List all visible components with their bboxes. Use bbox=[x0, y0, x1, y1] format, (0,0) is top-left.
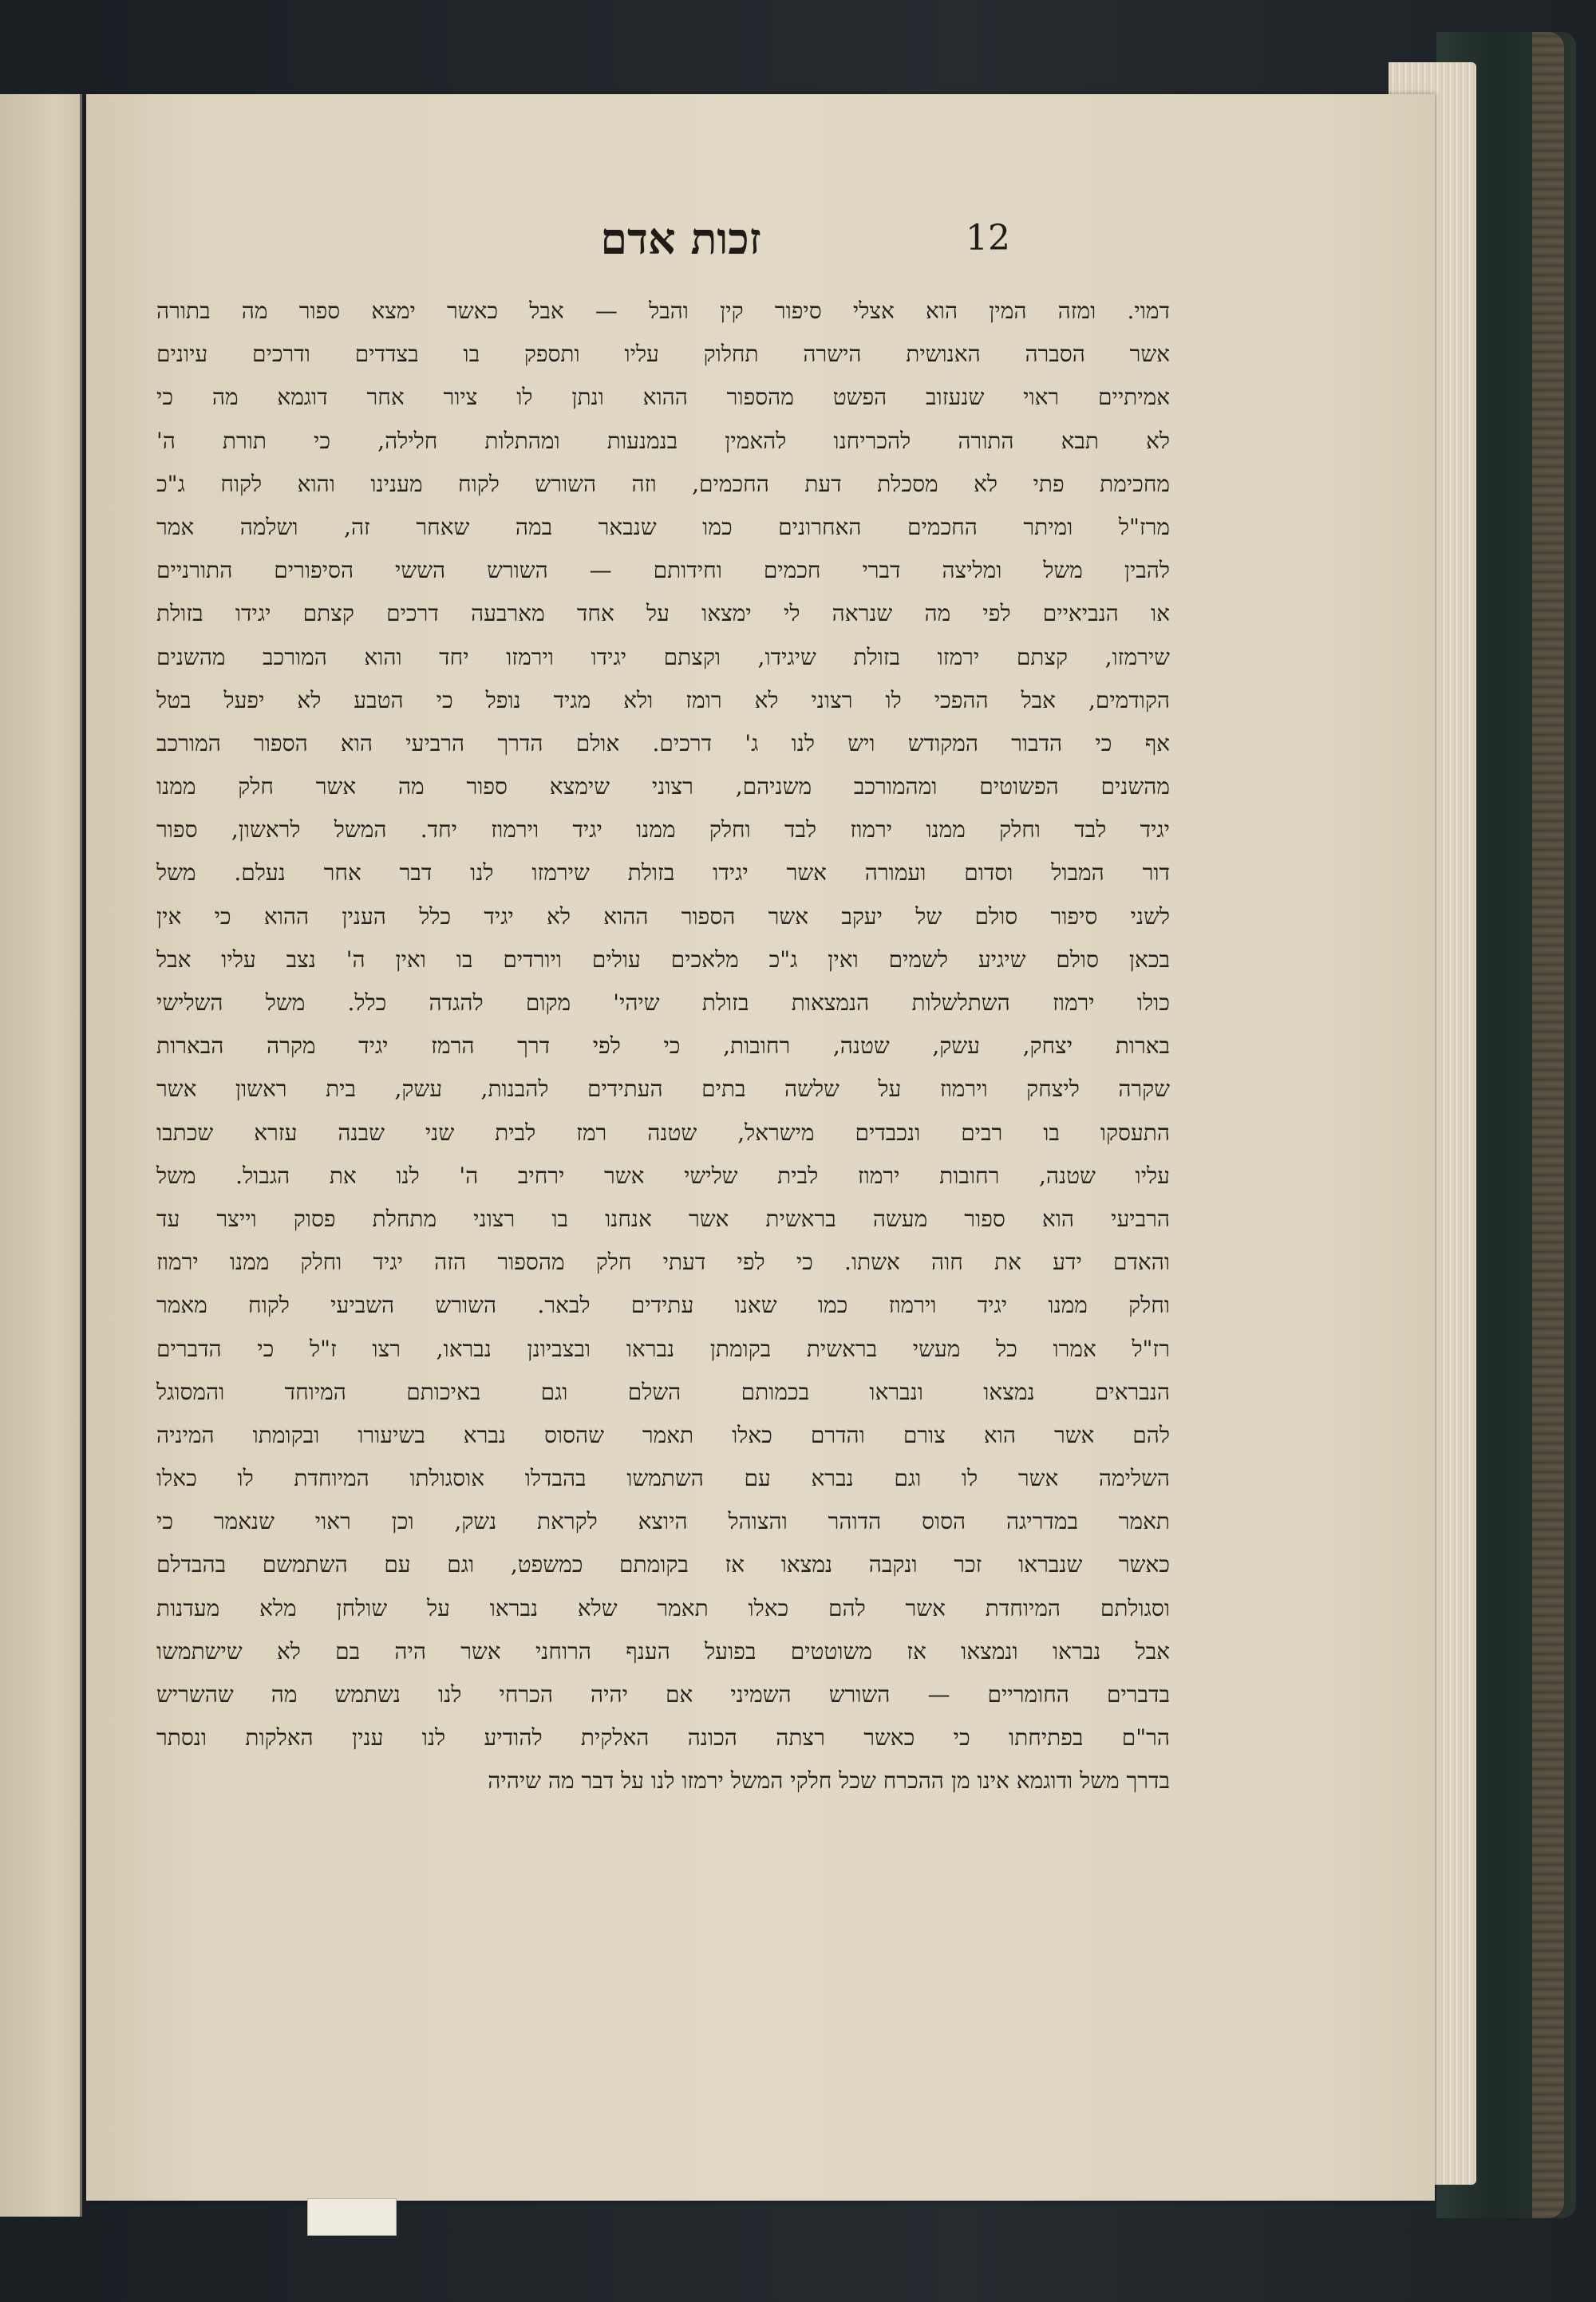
text-line: שירמזו, קצתם ירמזו בזולת שיגידו, וקצתם יגידו וירמזו יחד והוא המורכב מהשנים bbox=[156, 643, 1170, 670]
text-line: בארות יצחק, עשק, שטנה, רחובות, כי לפי דרך הרמז יגיד מקרה הבארות bbox=[156, 1033, 1170, 1060]
body-text bbox=[156, 290, 1170, 1803]
text-line: לא תבא התורה להכריחנו להאמין בנמנעות ומהתלות חלילה, כי תורת ה' bbox=[156, 427, 1170, 454]
text-line: אף כי הדבור המקודש ויש לנו ג' דרכים. אולם הדרך הרביעי הוא הספור המורכב bbox=[156, 729, 1170, 756]
text-line: מהשנים הפשוטים ומהמורכב משניהם, רצוני שימצא ספור מה אשר חלק ממנו bbox=[156, 773, 1170, 800]
text-line: או הנביאיים לפי מה שנראה לי ימצאו על אחד מארבעה דרכים קצתם יגידו בזולת bbox=[156, 600, 1170, 627]
text-line: כאשר שנבראו זכר ונקבה נמצאו אז בקומתם כמשפט, וגם עם השתמשם בהבדלם bbox=[156, 1551, 1170, 1578]
text-line: הנבראים נמצאו ונבראו בכמותם השלם וגם באיכותם המיוחד והמסוגל bbox=[156, 1378, 1170, 1405]
text-line: מחכימת פתי לא מסכלת דעת החכמים, וזה השורש לקוח מענינו והוא לקוח ג"כ bbox=[156, 470, 1170, 497]
text-line: השלימה אשר לו וגם נברא עם השתמשו בהבדלו אוסגולתו המיוחדת לו כאלו bbox=[156, 1465, 1170, 1492]
text-line: שקרה ליצחק וירמוז על שלשה בתים העתידים להבנות, עשק, בית ראשון אשר bbox=[156, 1076, 1170, 1103]
text-line: בדברים החומריים — השורש השמיני אם יהיה הכרחי לנו נשתמש מה שהשריש bbox=[156, 1681, 1170, 1708]
text-line: דמוי. ומזה המין הוא אצלי סיפור קין והבל — אבל כאשר ימצא ספור מה בתורה bbox=[156, 298, 1170, 324]
text-line: עליו שטנה, רחובות ירמוז לבית שלישי אשר ירחיב ה' לנו את הגבול. משל bbox=[156, 1162, 1170, 1189]
text-line: הרביעי הוא ספור מעשה בראשית אשר אנחנו בו רצוני מתחלת פסוק וייצר עד bbox=[156, 1205, 1170, 1232]
text-line: יגיד לבד וחלק ממנו ירמוז לבד וחלק ממנו יגיד וירמוז יחד. המשל לראשון, ספור bbox=[156, 816, 1170, 843]
text-line: בכאן סולם שיגיע לשמים ואין ג"כ מלאכים עולים ויורדים בו ואין ה' נצב עליו אבל bbox=[156, 946, 1170, 973]
book-page bbox=[86, 94, 1435, 2201]
text-line: והאדם ידע את חוה אשתו. כי לפי דעתי חלק מהספור הזה יגיד וחלק ממנו ירמוז bbox=[156, 1249, 1170, 1276]
text-line: להבין משל ומליצה דברי חכמים וחידותם — השורש הששי הסיפורים התורניים bbox=[156, 557, 1170, 584]
text-line: להם אשר הוא צורם והדרם כאלו תאמר שהסוס נברא בשיעורו ובקומתו המיניה bbox=[156, 1421, 1170, 1448]
text-line: הקודמים, אבל ההפכי לו רצוני לא רומז ולא מגיד נופל כי הטבע לא יפעל בטל bbox=[156, 686, 1170, 713]
text-line: וסגולתם המיוחדת אשר להם כאלו תאמר שלא נבראו על שולחן מלא מעדנות bbox=[156, 1594, 1170, 1621]
text-line: אמיתיים ראוי שנעזוב הפשט מהספור ההוא ונתן לו ציור אחר דוגמא מה כי bbox=[156, 384, 1170, 411]
text-line: רז"ל אמרו כל מעשי בראשית בקומתן נבראו ובצביונן נבראו, רצו ז"ל כי הדברים bbox=[156, 1335, 1170, 1362]
cover-worn-edge bbox=[1532, 32, 1564, 2218]
page-number: 12 bbox=[966, 218, 1010, 259]
running-title: זכות אדם bbox=[600, 213, 761, 264]
text-line: התעסקו בו רבים ונכבדים מישראל, שטנה רמז לבית שני שבנה עזרא שכתבו bbox=[156, 1119, 1170, 1146]
paper-tab bbox=[307, 2198, 397, 2236]
text-line: אשר הסברה האנושית הישרה תחלוק עליו ותספק בו בצדדים ודרכים עיונים bbox=[156, 341, 1170, 368]
text-line: דור המבול וסדום ועמורה אשר יגידו בזולת שירמזו לנו דבר אחר נעלם. משל bbox=[156, 859, 1170, 886]
text-line: מרז"ל ומיתר החכמים האחרונים כמו שנבאר במה שאחר זה, ושלמה אמר bbox=[156, 513, 1170, 540]
previous-page-edge bbox=[0, 94, 82, 2217]
text-line: כולו ירמוז השתלשלות הנמצאות בזולת שיהי' מקום להגדה כלל. משל השלישי bbox=[156, 989, 1170, 1016]
text-line: תאמר במדריגה הסוס הדוהר והצוהל היוצא לקראת נשק, וכן ראוי שנאמר כי bbox=[156, 1508, 1170, 1535]
text-line: וחלק ממנו יגיד וירמוז כמו שאנו עתידים לבאר. השורש השביעי לקוח מאמר bbox=[156, 1292, 1170, 1319]
text-line: הר"ם בפתיחתו כי כאשר רצתה הכונה האלקית להודיע לנו ענין האלקות ונסתר bbox=[156, 1724, 1170, 1751]
page-header bbox=[86, 213, 1435, 282]
text-line: בדרך משל ודוגמא אינו מן ההכרח שכל חלקי המשל ירמזו לנו על דבר מה שיהיה bbox=[488, 1767, 1170, 1795]
text-line: אבל נבראו ונמצאו אז משוטטים בפועל הענף הרוחני אשר היה בם לא שישתמשו bbox=[156, 1637, 1170, 1664]
text-line: לשני סיפור סולם של יעקב אשר הספור ההוא לא יגיד כלל הענין ההוא כי אין bbox=[156, 902, 1170, 930]
